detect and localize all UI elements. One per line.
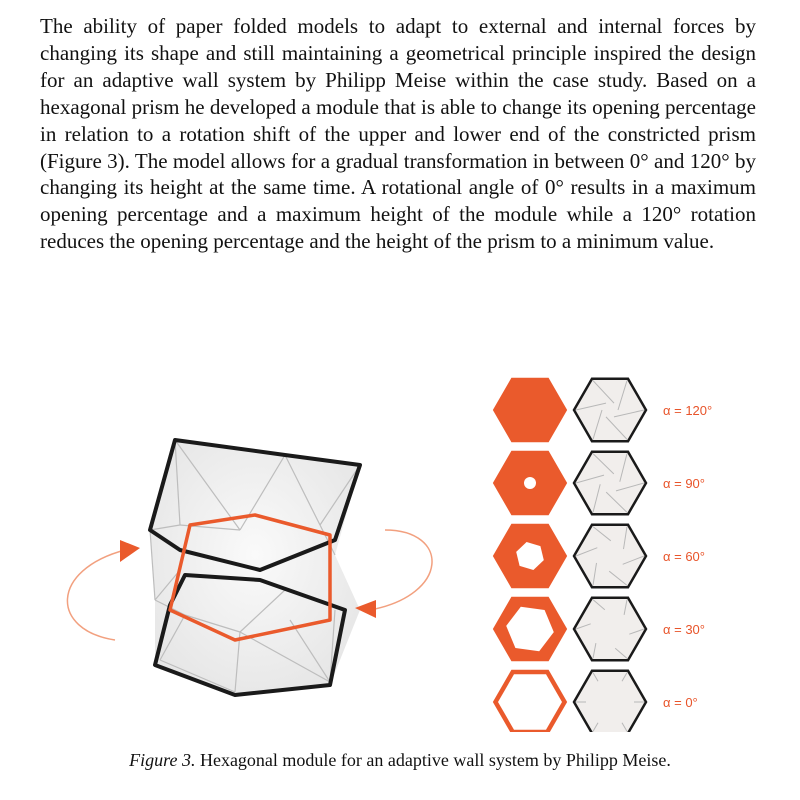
state-0-orange-hexagon — [494, 379, 566, 441]
state-2-folded-hexagon — [574, 525, 646, 587]
state-0-folded-hexagon — [574, 379, 646, 441]
state-0-angle-label: α = 120° — [663, 403, 713, 418]
state-3-angle-label: α = 30° — [663, 622, 705, 637]
rotation-arrowhead-left — [120, 540, 140, 562]
caption-text: Hexagonal module for an adaptive wall system by Philipp Meise. — [199, 750, 671, 770]
state-2-angle-label: α = 60° — [663, 549, 705, 564]
state-3-folded-hexagon — [574, 598, 646, 660]
figure-caption — [0, 750, 800, 771]
state-4-folded-hexagon — [574, 671, 646, 732]
rotation-states-grid — [485, 372, 725, 732]
state-1-angle-label: α = 90° — [663, 476, 705, 491]
state-1-opening — [524, 477, 536, 489]
body-paragraph: The ability of paper folded models to adapt to external and internal forces by changing its shape and still maintaining a geometrical principle inspired the design for an adaptive wall system by Philipp Meise within the case study. Based on a hexagonal prism he developed a module that is able to change its opening percentage in relation to a rotation shift of the upper and lower end of the constricted prism (Figure 3). The model allows for a gradual transformation in between 0° and 120° by changing its height at the same time. A rotational angle of 0° results in a maximum opening percentage and a maximum height of the module while a 120° rotation reduces the opening percentage and the height of the prism to a minimum value. — [40, 14, 756, 254]
rotation-arrow-left — [67, 550, 125, 640]
folded-prism-illustration — [30, 370, 450, 710]
rotation-arrow-right — [370, 530, 432, 610]
caption-label: Figure 3. — [129, 750, 196, 770]
figure-hexagonal-module — [0, 360, 800, 730]
state-1-folded-hexagon — [574, 452, 646, 514]
rotation-arrowhead-right — [355, 600, 376, 618]
state-4-angle-label: α = 0° — [663, 695, 698, 710]
